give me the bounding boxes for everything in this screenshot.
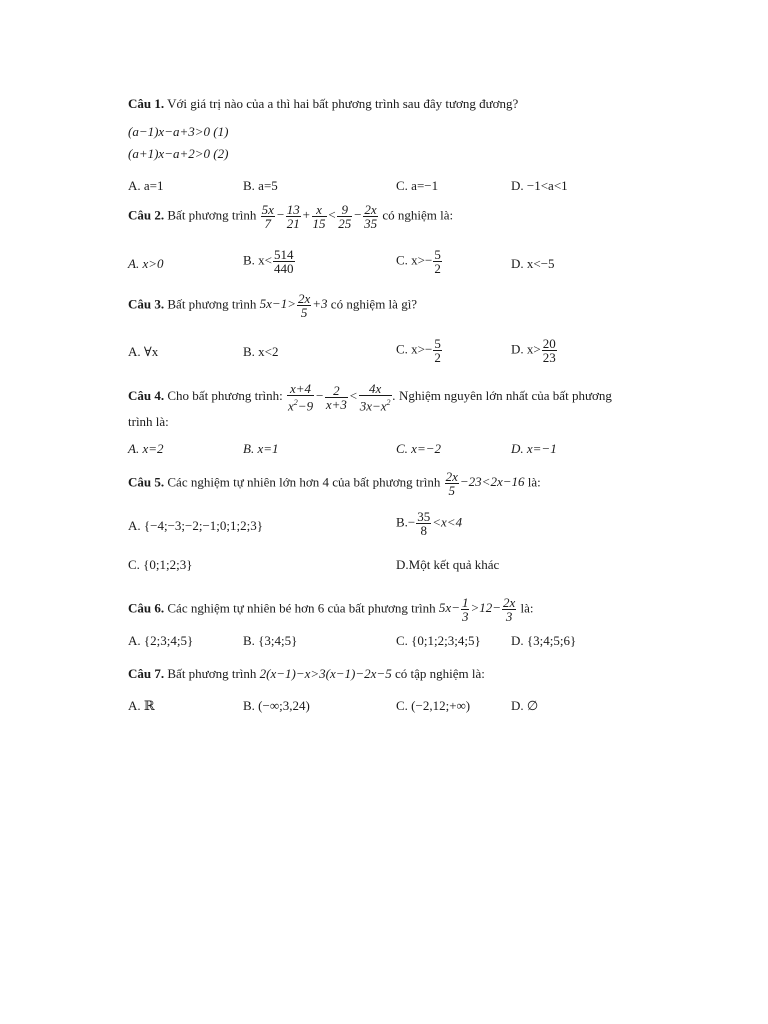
option-c: C. x=−2 [396, 441, 441, 456]
question-2 [128, 203, 453, 230]
inequality-1: (a−1)x−a+3>0 (1) [128, 124, 229, 139]
option-b: B. x<2 [243, 344, 279, 359]
question-text: Cho bất phương trình: [167, 388, 283, 404]
question-text: Bất phương trình [167, 666, 257, 681]
option-a: A. {−4;−3;−2;−1;0;1;2;3} [128, 518, 263, 533]
option-c: C. a=−1 [396, 178, 439, 193]
question-label: Câu 5. [128, 474, 165, 490]
option-d: D. x<−5 [511, 256, 555, 271]
math-expression: $\frac{5x}{7}$ − $\frac{13}{21}$ + $\frac{x}{15}$ < $\frac{9}{25}$ − $\frac{2x}{35}$ [261, 202, 378, 231]
option-d: D. −1<a<1 [511, 178, 568, 193]
option-a: A. x=2 [128, 441, 164, 456]
option-c: C. x>− $\frac{5}{2}$ [396, 247, 441, 276]
question-4-continuation: trình là: [128, 414, 169, 429]
question-label: Câu 1. [128, 96, 165, 111]
option-b: B. x=1 [243, 441, 279, 456]
option-a: A. x>0 [128, 256, 164, 271]
option-a: A. {2;3;4;5} [128, 633, 194, 648]
question-suffix: là: [520, 600, 534, 616]
question-suffix: là: [527, 474, 541, 490]
question-text: Các nghiệm tự nhiên bé hơn 6 của bất phương trình [167, 600, 436, 616]
question-label: Câu 4. [128, 388, 165, 404]
option-d: D. {3;4;5;6} [511, 633, 577, 648]
question-suffix: có nghiệm là: [382, 207, 454, 223]
option-b: B. {3;4;5} [243, 633, 298, 648]
question-text: Bất phương trình [167, 207, 257, 223]
question-suffix: Nghiệm nguyên lớn nhất của bất phương [399, 388, 612, 404]
question-label: Câu 3. [128, 296, 165, 312]
option-a: A. a=1 [128, 178, 164, 193]
question-text: Bất phương trình [167, 296, 257, 312]
option-c: C. {0;1;2;3} [128, 557, 193, 572]
option-d: D.Một kết quả khác [396, 557, 500, 572]
option-d: D. ∅ [511, 698, 539, 713]
inequality-2: (a+1)x−a+2>0 (2) [128, 146, 229, 161]
question-suffix: có tập nghiệm là: [394, 666, 485, 681]
option-b: B. (−∞;3,24) [243, 698, 310, 713]
question-label: Câu 7. [128, 666, 165, 681]
math-expression: $\frac{x+4}{x^2-9}$ − $\frac{2}{x+3}$ < $\frac{4x}{3x-x^2}$ . [288, 381, 399, 414]
option-a: A. ℝ [128, 698, 155, 713]
option-b: B. x< $\frac{514}{440}$ [243, 247, 294, 276]
option-c: C. (−2,12;+∞) [396, 698, 471, 713]
question-1 [128, 96, 518, 112]
question-3 [128, 292, 417, 319]
math-expression: $\frac{2x}{5}$ −23<2x−16 [445, 469, 525, 498]
question-text: Các nghiệm tự nhiên lớn hơn 4 của bất phương trình [167, 474, 441, 490]
math-expression: 5x− $\frac{1}{3}$ >12− $\frac{2x}{3}$ [438, 595, 516, 624]
option-b: B. a=5 [243, 178, 278, 193]
math-expression: 5x−1> $\frac{2x}{5}$ +3 [259, 291, 328, 320]
math-expression: 2(x−1)−x>3(x−1)−2x−5 [259, 666, 392, 681]
question-suffix: có nghiệm là gì? [330, 296, 418, 312]
question-text: Với giá trị nào của a thì hai bất phương trình sau đây tương đương? [167, 96, 519, 111]
option-c: C. x>− $\frac{5}{2}$ [396, 336, 441, 365]
question-4 [128, 382, 612, 412]
question-7 [128, 666, 485, 682]
option-a: A. ∀x [128, 344, 159, 359]
option-d: D. x=−1 [511, 441, 557, 456]
question-label: Câu 2. [128, 207, 165, 223]
option-d: D. x> $\frac{20}{23}$ [511, 336, 556, 365]
question-6 [128, 596, 534, 623]
option-b: B.− $\frac{35}{8}$ <x<4 [396, 509, 463, 538]
option-c: C. {0;1;2;3;4;5} [396, 633, 481, 648]
question-label: Câu 6. [128, 600, 165, 616]
question-5 [128, 470, 541, 497]
